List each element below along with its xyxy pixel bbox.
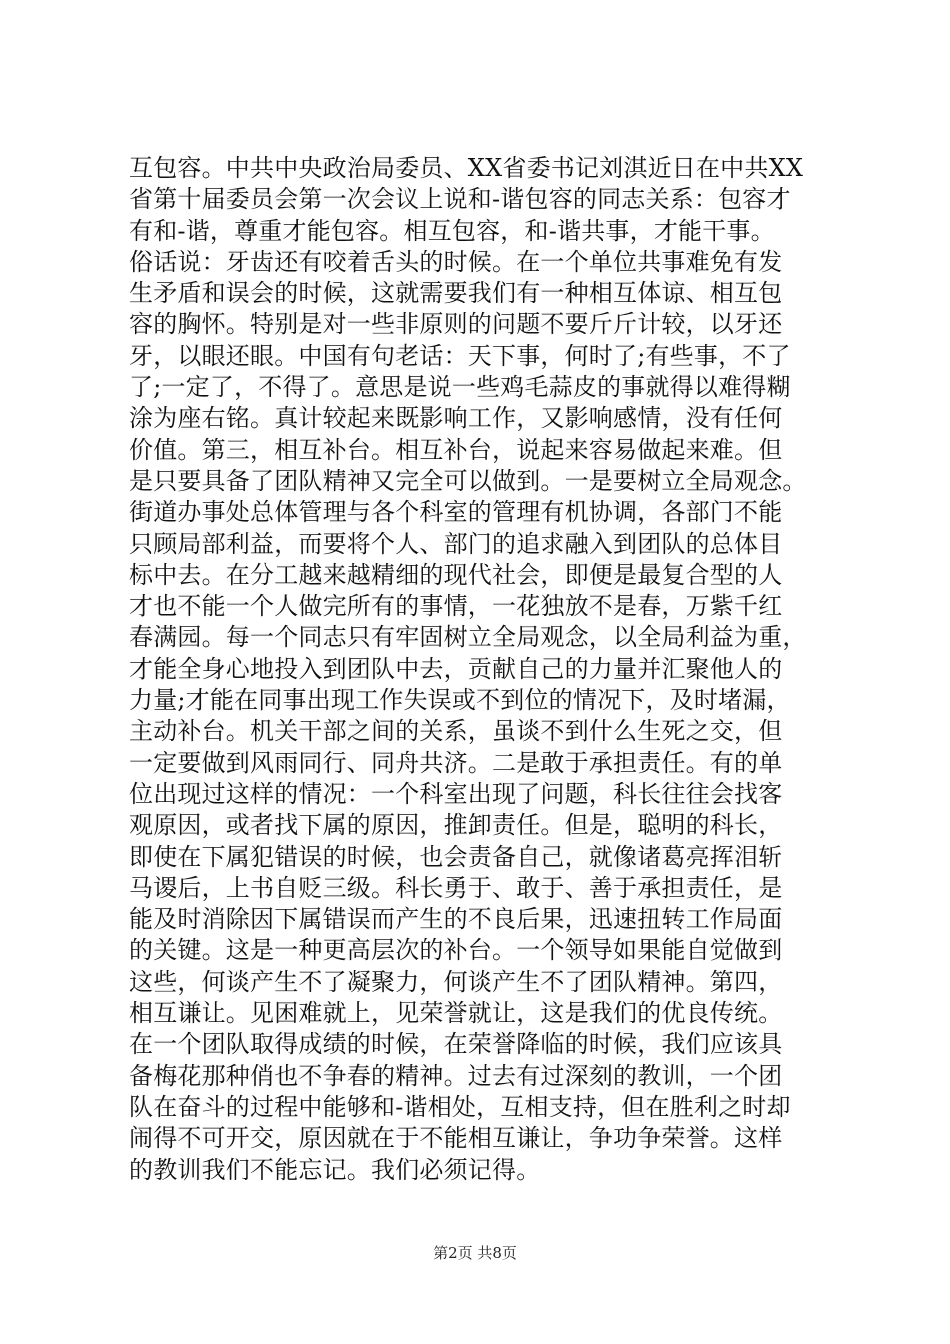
text-line: 即使在下属犯错误的时候，也会责备自己，就像诸葛亮挥泪斩 (129, 842, 783, 871)
text-line: 能及时消除因下属错误而产生的不良后果，迅速扭转工作局面 (129, 905, 783, 934)
text-line: 了;一定了，不得了。意思是说一些鸡毛蒜皮的事就得以难得糊 (129, 373, 791, 402)
text-line: 在一个团队取得成绩的时候，在荣誉降临的时候，我们应该具 (129, 1030, 783, 1059)
text-line: 的关键。这是一种更高层次的补台。一个领导如果能自觉做到 (129, 936, 783, 965)
text-line: 主动补台。机关干部之间的关系，虽谈不到什么生死之交，但 (129, 717, 783, 746)
page-footer: 第2页 共8页 (433, 1244, 517, 1262)
text-line: 有和-谐，尊重才能包容。相互包容，和-谐共事，才能干事。 (129, 216, 775, 245)
text-line: 春满园。每一个同志只有牢固树立全局观念，以全局利益为重， (129, 623, 807, 652)
text-line: 价值。第三，相互补台。相互补台，说起来容易做起来难。但 (129, 435, 783, 464)
text-line: 观原因，或者找下属的原因，推卸责任。但是，聪明的科长， (129, 811, 783, 840)
text-line: 互包容。中共中央政治局委员、XX省委书记刘淇近日在中共XX (129, 154, 804, 182)
text-line: 才能全身心地投入到团队中去，贡献自己的力量并汇聚他人的 (129, 654, 783, 683)
text-line: 只顾局部利益，而要将个人、部门的追求融入到团队的总体目 (129, 529, 783, 558)
text-line: 马谡后，上书自贬三级。科长勇于、敢于、善于承担责任，是 (129, 873, 783, 902)
text-line: 生矛盾和误会的时候，这就需要我们有一种相互体谅、相互包 (129, 279, 783, 308)
text-line: 力量;才能在同事出现工作失误或不到位的情况下，及时堵漏， (129, 686, 791, 715)
text-line: 队在奋斗的过程中能够和-谐相处，互相支持，但在胜利之时却 (129, 1092, 791, 1121)
text-line: 才也不能一个人做完所有的事情，一花独放不是春，万紫千红 (129, 592, 783, 621)
text-line: 是只要具备了团队精神又完全可以做到。一是要树立全局观念。 (129, 466, 807, 495)
text-line: 涂为座右铭。真计较起来既影响工作，又影响感情，没有任何 (129, 404, 783, 433)
text-line: 备梅花那种俏也不争春的精神。过去有过深刻的教训，一个团 (129, 1061, 783, 1090)
text-line: 的教训我们不能忘记。我们必须记得。 (129, 1155, 541, 1184)
text-line: 牙，以眼还眼。中国有句老话：天下事，何时了;有些事，不了 (129, 341, 791, 370)
text-line: 相互谦让。见困难就上，见荣誉就让，这是我们的优良传统。 (129, 999, 783, 1028)
text-line: 闹得不可开交，原因就在于不能相互谦让，争功争荣誉。这样 (129, 1124, 783, 1153)
text-line: 俗话说：牙齿还有咬着舌头的时候。在一个单位共事难免有发 (129, 247, 783, 276)
text-line: 标中去。在分工越来越精细的现代社会，即便是最复合型的人 (129, 560, 783, 589)
text-line: 一定要做到风雨同行、同舟共济。二是敢于承担责任。有的单 (129, 748, 783, 777)
text-line: 容的胸怀。特别是对一些非原则的问题不要斤斤计较，以牙还 (129, 310, 783, 339)
text-line: 位出现过这样的情况：一个科室出现了问题，科长往往会找客 (129, 779, 783, 808)
text-line: 这些，何谈产生不了凝聚力，何谈产生不了团队精神。第四， (129, 967, 783, 996)
text-line: 街道办事处总体管理与各个科室的管理有机协调，各部门不能 (129, 498, 783, 527)
body-text (129, 153, 829, 1186)
text-line: 省第十届委员会第一次会议上说和-谐包容的同志关系：包容才 (129, 185, 791, 214)
